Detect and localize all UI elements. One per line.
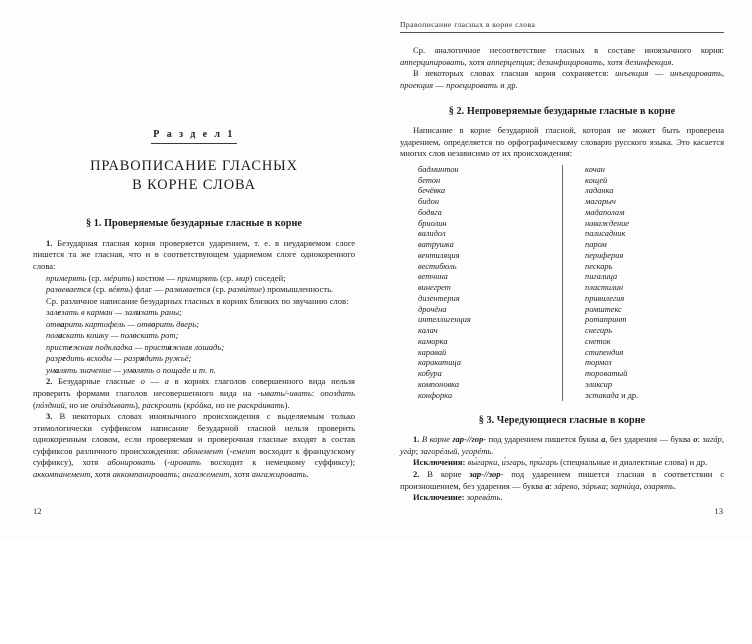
example-2-sep-b: ) флаг — <box>130 284 166 295</box>
pair-4-d: я <box>139 353 145 364</box>
p4-n: ангажемент <box>182 468 230 479</box>
exceptions-2 <box>400 492 724 504</box>
example-2 <box>33 284 355 296</box>
p4-m: ; <box>177 468 183 479</box>
list-item: бодяга <box>418 207 442 217</box>
r-p2-f: проекция <box>400 79 434 90</box>
list-item <box>33 319 355 331</box>
example-1-word-a: примерять <box>46 272 87 283</box>
r-p4-j: загорéлый, угорéть <box>420 445 492 456</box>
p3-j: пóздний <box>35 399 65 410</box>
word-list-column-2 <box>562 165 724 402</box>
p4-o: , хотя <box>229 468 252 479</box>
p3-f: -ывать/-ивать <box>257 387 312 398</box>
list-item: каравай <box>418 347 447 357</box>
running-head: Правописание гласных в корне слова <box>400 20 536 29</box>
p3-d: а <box>164 376 169 387</box>
p4-b: абонемент <box>182 445 224 456</box>
list-item: ладанка <box>585 186 614 196</box>
section-2-heading: § 2. Непроверяемые безударные гласные в корне <box>448 106 676 118</box>
list-item <box>33 342 355 354</box>
example-2-word-a: развевается <box>46 284 91 295</box>
paragraph-9 <box>400 469 724 492</box>
pair-0-d: и <box>135 307 141 318</box>
p3-p: крóйка <box>186 399 212 410</box>
r-p2-a: В некоторых словах гласная корня сохраняется: <box>413 68 616 79</box>
r-p1-f: дезинфицировать <box>537 56 603 67</box>
pair-4-c: дить всходы — разр <box>65 353 140 364</box>
list-item: интеллигенция <box>418 315 471 325</box>
p3-b: о <box>140 376 145 387</box>
excl1-c: (специальные и диалектные слова) и др. <box>557 457 708 468</box>
r-p5-c: под ударением пишется гласная в соответствии с произношением, без ударения — буква <box>400 468 724 491</box>
excl2-word: зоревáть <box>466 492 501 503</box>
r-p5-root: зар-//зор- <box>469 468 504 479</box>
part-rule <box>151 143 237 144</box>
paragraph-2-lead: Ср. различное написание безударных гласных в корнях близких по звучанию слов: <box>46 295 349 306</box>
r-p4-root: гар-//гор- <box>452 434 487 445</box>
list-item: привилегия <box>585 293 625 303</box>
example-1-sep-b: ) костюм — <box>131 272 178 283</box>
r-p4-g: : <box>697 434 703 445</box>
list-item: снеток <box>585 336 611 346</box>
list-item: кобура <box>418 369 442 379</box>
page-number-left: 12 <box>33 506 42 516</box>
pair-4-a: разр <box>46 353 63 364</box>
pair-0-b: е <box>57 307 62 318</box>
r-p5-i: . <box>673 480 677 491</box>
list-item: стипендия <box>585 347 624 357</box>
pair-5-d: о <box>132 364 137 375</box>
r-p4-f: о <box>693 434 698 445</box>
paragraph-9-number: 2. <box>413 468 420 479</box>
pair-1-e: рить дверь; <box>155 318 200 329</box>
r-p2-d: инъецировать <box>670 68 722 79</box>
pair-0-a: зал <box>46 307 58 318</box>
list-item: калач <box>418 326 438 336</box>
list-item: бриолин <box>418 218 447 228</box>
p4-j: аккомпанемент <box>33 468 91 479</box>
page-title <box>33 157 355 196</box>
list-item: компоновка <box>418 379 460 389</box>
paragraph-4-number: 3. <box>46 411 53 422</box>
p3-i: ( <box>33 399 36 410</box>
pair-1-a: отв <box>46 318 61 329</box>
p3-a: Безударные гласные <box>52 376 141 387</box>
page-number-right: 13 <box>714 506 723 516</box>
list-item: паром <box>585 240 607 250</box>
p4-k: , хотя <box>90 468 113 479</box>
pair-3-c: жная подкладка — прист <box>72 341 168 352</box>
list-item: винегрет <box>418 283 451 293</box>
paragraph-3 <box>33 376 355 411</box>
list-item: кочан <box>585 164 605 174</box>
list-item: эликсир <box>585 379 613 389</box>
part-block <box>33 124 355 196</box>
word-last: эстакада <box>585 390 619 400</box>
p3-l: опáздывать <box>90 399 135 410</box>
word-list <box>400 165 724 402</box>
r-p1-i: . <box>671 56 674 67</box>
example-2-check-b: развúтие <box>227 284 263 295</box>
exceptions-1-label: Исключения: <box>413 457 466 468</box>
list-item: тороватый <box>585 369 628 379</box>
list-item: кощей <box>585 175 608 185</box>
right-text-column <box>400 20 724 540</box>
list-item: вентиляция <box>418 250 460 260</box>
list-item: пластилин <box>585 283 624 293</box>
p3-g: : <box>311 387 321 398</box>
exceptions-1 <box>400 457 724 469</box>
r-p2-g: — <box>433 79 447 90</box>
section-1-heading: § 1. Проверяемые безударные гласные в корне <box>86 217 302 229</box>
list-item: наваждение <box>585 218 630 228</box>
r-p1-h: дезинфекция <box>625 56 672 67</box>
example-2-tail: ) промышленность. <box>262 284 334 295</box>
list-item: бидон <box>418 197 439 207</box>
pair-0-c: зать в карман — зал <box>61 307 136 318</box>
list-item: вестибюль <box>418 261 457 271</box>
word-last-suffix: и др. <box>618 390 639 400</box>
word-list-column-1 <box>400 165 562 402</box>
excl2-c: . <box>500 492 503 503</box>
p3-e: в корнях глаголов совершенного вида нельзя проверить формами глаголов несовершенного вида на <box>33 376 355 398</box>
r-p5-f: зáрево, зóрька <box>554 480 606 491</box>
p3-h: опоздать <box>320 387 355 398</box>
section-3-heading: § 3. Чередующиеся гласные в корне <box>478 415 646 427</box>
p3-n: раскроить <box>142 399 182 410</box>
p3-k: , но не <box>64 399 91 410</box>
part-label: Р а з д е л 1 <box>153 129 235 140</box>
example-1-tail: ) соседей; <box>249 272 286 283</box>
list-item: периферия <box>585 250 624 260</box>
list-item: каракатица <box>418 358 461 368</box>
pair-3-d: я <box>167 341 172 352</box>
r-p4-k: . <box>491 445 494 456</box>
paragraph-4 <box>33 411 355 480</box>
list-item: ротапринт <box>585 315 627 325</box>
r-p4-h: загáр, угáр <box>400 434 724 456</box>
example-1-word-b: примирять <box>177 272 218 283</box>
p3-m: ), <box>134 399 143 410</box>
r-p1-e: ; <box>532 56 538 67</box>
paragraph-8 <box>400 434 724 457</box>
list-item: пигалица <box>585 272 618 282</box>
example-1 <box>33 273 355 285</box>
p4-d: -емент <box>229 445 256 456</box>
paragraph-6 <box>400 68 724 91</box>
excl1-words: вы́гарки, и́згарь, при́гарь <box>467 457 558 468</box>
pair-2-c: скать кошку — пол <box>62 330 133 341</box>
part-title-line2: В КОРНЕ СЛОВА <box>132 177 256 194</box>
r-p2-b: инъекция <box>615 68 649 79</box>
pair-1-c: рить картофель — отв <box>64 318 152 329</box>
pair-5-a: ум <box>46 364 56 375</box>
list-item: конфорка <box>418 390 453 400</box>
contrast-pair-list <box>33 307 355 376</box>
paragraph-5 <box>400 45 724 68</box>
example-2-sep-a: (ср. <box>90 284 109 295</box>
running-head-rule <box>400 32 724 33</box>
page-right <box>376 0 752 540</box>
p4-l: аккомпанировать <box>112 468 178 479</box>
r-p4-e: , без ударения — буква <box>605 434 694 445</box>
p4-i: восходит к немецкому суффиксу); <box>200 457 355 468</box>
r-p1-g: , хотя <box>602 56 626 67</box>
part-title-line1: ПРАВОПИСАНИЕ ГЛАСНЫХ <box>90 158 298 174</box>
r-p2-e: , <box>721 68 724 79</box>
pair-1-b: а <box>60 318 65 329</box>
list-item: дрочёна <box>418 304 447 314</box>
list-item: палисадник <box>585 229 626 239</box>
paragraph-8-number: 1. <box>413 434 420 445</box>
list-item <box>33 353 355 365</box>
p3-q: , но не <box>211 399 238 410</box>
list-item: бечёвка <box>418 186 446 196</box>
list-item: бадминтон <box>418 164 459 174</box>
pair-3-b: е <box>68 341 73 352</box>
list-item: пескарь <box>585 261 613 271</box>
r-p5-a: В корне <box>419 468 470 479</box>
list-item: валидол <box>418 229 446 239</box>
r-p4-d: а <box>601 434 606 445</box>
p4-g: ( <box>155 457 168 468</box>
r-p5-g: ; <box>605 480 611 491</box>
pair-5-e: лять о пощаде и т. п. <box>136 364 216 375</box>
p3-c: — <box>144 376 165 387</box>
paragraph-1-text: Безударная гласная корня проверяется ударением, т. е. в неударяемом слоге пишется та же гласная, что и в соответствующем ударяемом слоге однокоренного слова: <box>33 237 355 271</box>
p4-q: . <box>306 468 309 479</box>
pair-3-a: прист <box>46 341 69 352</box>
paragraph-1-number: 1. <box>46 237 53 248</box>
list-item: магарыч <box>585 197 616 207</box>
example-1-sep-a: (ср. <box>86 272 104 283</box>
r-p2-h: проецировать <box>446 79 498 90</box>
list-item: каморка <box>418 336 448 346</box>
pair-4-b: е <box>62 353 66 364</box>
example-1-check-a: мéрить <box>103 272 132 283</box>
list-item <box>33 365 355 377</box>
paragraph-3-number: 2. <box>46 376 53 387</box>
r-p5-h: зарнúца, озарять <box>610 480 674 491</box>
p4-p: ангажировать <box>251 468 307 479</box>
r-p1-a: Ср. аналогичное несоответствие гласных в составе иноязычного корня: <box>413 45 724 55</box>
list-item-last <box>585 391 724 402</box>
r-p4-i: ; <box>415 445 421 456</box>
p3-o: ( <box>181 399 187 410</box>
pair-5-c: лять значение — ум <box>59 364 133 375</box>
r-p1-c: , хотя <box>464 56 487 67</box>
p4-e: восходит к французскому суффиксу), хотя <box>33 445 355 468</box>
example-1-sep-c: (ср. <box>217 272 236 283</box>
list-item: мадаполам <box>585 207 625 217</box>
list-item <box>33 330 355 342</box>
pair-3-e: жная лошадь; <box>171 341 225 352</box>
r-p2-c: — <box>648 68 671 79</box>
r-p4-a: В корне <box>419 434 453 445</box>
r-p5-e: : <box>549 480 555 491</box>
list-item <box>33 307 355 319</box>
r-p1-d: апперцепция <box>486 56 533 67</box>
p3-s: ). <box>284 399 290 410</box>
p4-a: В некоторых словах иноязычного происхождения с выделяемым только этимологически суффиксом написание безударной гласной нельзя проверить однокоренным словом, если проверяемая и проверочная гласные входят в состав суффиксов различного происхождения: <box>33 411 355 456</box>
pair-2-a: пол <box>46 330 59 341</box>
r-p1-b: апперципировать <box>400 56 465 67</box>
pair-4-e: дить ружьё; <box>144 353 192 364</box>
pair-0-e: зать раны; <box>140 307 182 318</box>
paragraph-7: Написание в корне безударной гласной, которая не может быть проверена ударением, определяется по орфографическому словарю русского языка. Это касается многих слов независимо от их происхождения: <box>400 125 724 159</box>
exceptions-2-label: Исключение: <box>413 492 465 503</box>
example-2-word-b: развивается <box>165 284 211 295</box>
p4-c: ( <box>223 445 230 456</box>
page-left <box>0 0 376 540</box>
list-item: ватрушка <box>418 240 454 250</box>
pair-2-e: скать рот; <box>136 330 179 341</box>
pair-2-d: о <box>132 330 137 341</box>
r-p4-c: под ударением пишется буква <box>486 434 602 445</box>
pair-1-d: о <box>151 318 156 329</box>
p3-r: раскрáивать <box>237 399 285 410</box>
list-item: снегирь <box>585 326 613 336</box>
example-1-check-b: мир <box>235 272 250 283</box>
pair-2-b: а <box>58 330 63 341</box>
paragraph-1 <box>33 238 355 273</box>
list-item: тормоз <box>585 358 612 368</box>
left-text-column <box>33 124 355 644</box>
example-2-sep-c: (ср. <box>210 284 228 295</box>
list-item: ветчина <box>418 272 448 282</box>
list-item: бетон <box>418 175 441 185</box>
example-2-check-a: вéять <box>108 284 131 295</box>
pair-5-b: а <box>55 364 60 375</box>
list-item: ромштекс <box>585 304 622 314</box>
p4-f: абонировать <box>107 457 156 468</box>
list-item: дизентерия <box>418 293 460 303</box>
p4-h: -ировать <box>167 457 201 468</box>
r-p5-d: а <box>545 480 550 491</box>
r-p2-i: и др. <box>497 79 518 90</box>
